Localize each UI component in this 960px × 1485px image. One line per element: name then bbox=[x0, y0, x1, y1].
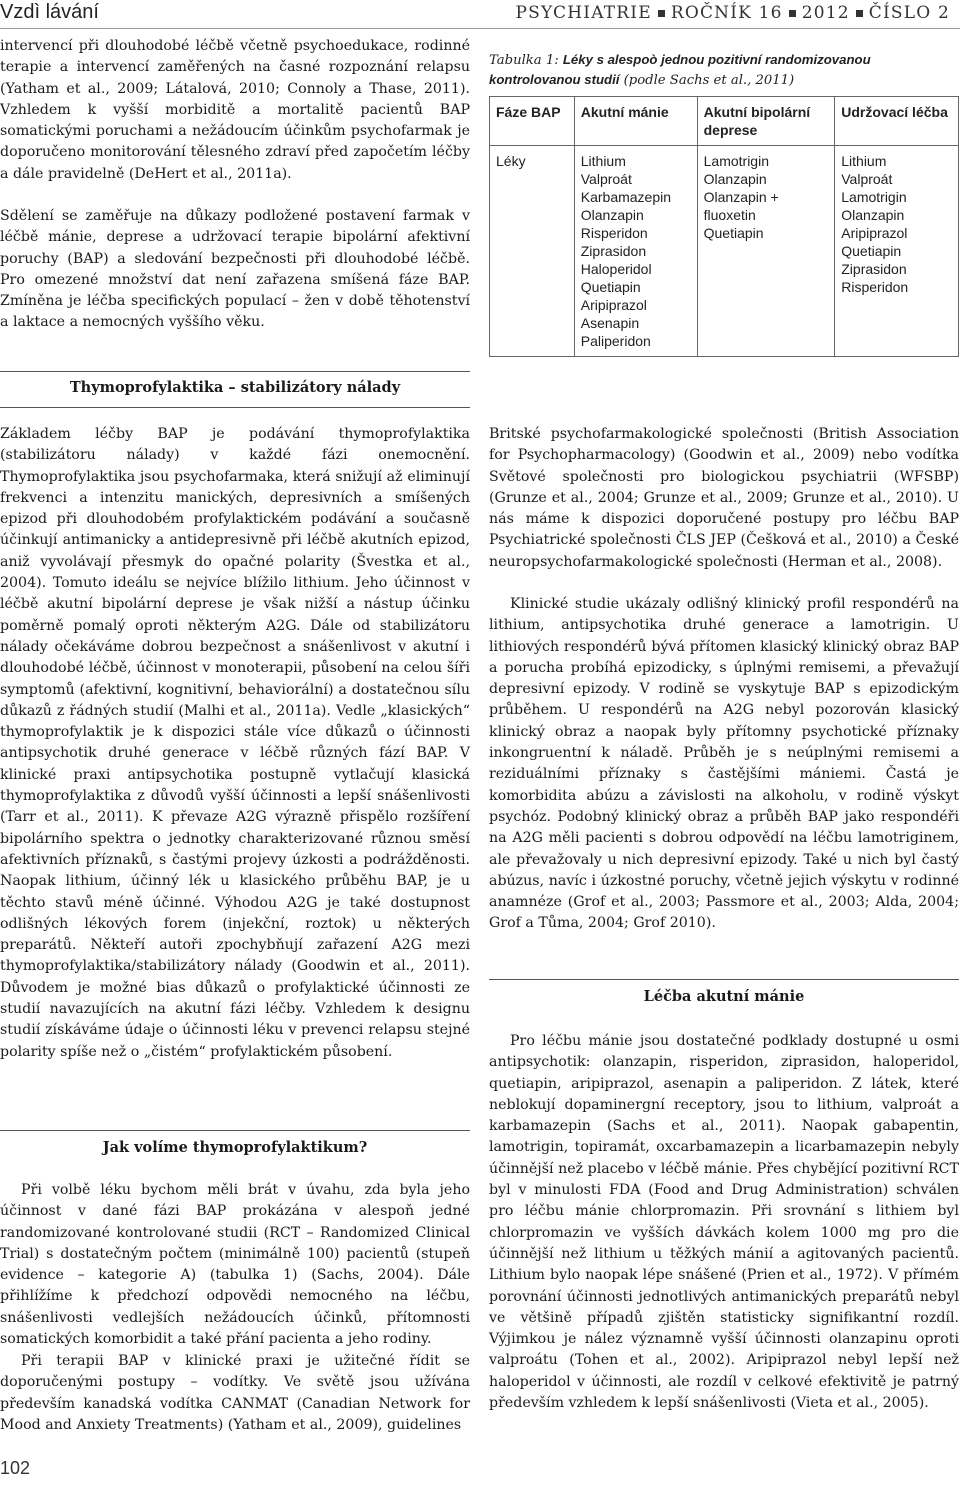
year: 2012 bbox=[801, 3, 850, 23]
drug-item: Olanzapin + bbox=[703, 189, 779, 205]
separator-square-icon bbox=[789, 10, 796, 17]
drug-item: Valproát bbox=[841, 171, 893, 187]
drug-item: Aripiprazol bbox=[580, 297, 647, 313]
drug-item: Ziprasidon bbox=[841, 261, 907, 277]
separator-square-icon bbox=[856, 10, 863, 17]
drug-item: Quetiapin bbox=[841, 243, 902, 259]
drug-item: Olanzapin bbox=[580, 207, 644, 223]
drug-item: Lamotrigin bbox=[703, 153, 769, 169]
drug-table bbox=[489, 96, 959, 357]
body-paragraph-right-2: Klinické studie ukázaly odlišný klinický profil respondérů na lithium, antipsychotika druhé generace a lamotrigin. U lithiových respondérů bývá přítomen klasický klinický obraz BAP a porucha probíhá epizodicky, s úplnými remisemi, a převažují depresivní epizody. V rodině se vyskytuje BAP s epizodickým průběhem. U respondérů na A2G nebyl pozorován klasický klinický obraz a naopak byly přítomny psychotické příznaky inkongruentní k náladě. Průběh je s neúplnými remisemi a reziduálními příznaky s častějšími mániemi. Častá je komorbidita abúzu a závislosti na alkoholu, v rodině výskyt psychóz. Podobný klinický obraz a průběh BAP jako respondéři na A2G měli pacienti s dobrou odpovědí na léčbu lamotriginem, ale převažovaly u nich depresivní epizody. Také u nich byl častý abúzus, navíc i úzkostné poruchy, včetně jejich výskytu v rodinné anamnéze (Grof et al., 2003; Passmore et al., 2003; Alda, 2004; Grof a Tůma, 2004; Grof 2010). bbox=[489, 596, 959, 932]
drug-item: Lithium bbox=[841, 153, 887, 169]
drug-item: Quetiapin bbox=[580, 279, 641, 295]
subsection-rule bbox=[0, 1130, 470, 1131]
journal-name: PSYCHIATRIE bbox=[515, 3, 652, 23]
drug-item: Lamotrigin bbox=[841, 189, 907, 205]
subsection-heading-acute-mania: Léčba akutní mánie bbox=[643, 988, 805, 1005]
page-number: 102 bbox=[0, 1458, 31, 1478]
subsection-heading-choosing: Jak volíme thymoprofylaktikum? bbox=[102, 1139, 368, 1156]
drug-item: Asenapin bbox=[580, 315, 640, 331]
drug-item: Risperidon bbox=[580, 225, 648, 241]
drug-item: Lithium bbox=[580, 153, 626, 169]
drug-item: Quetiapin bbox=[703, 225, 764, 241]
drug-item: Olanzapin bbox=[841, 207, 905, 223]
mania-drugs bbox=[574, 146, 697, 357]
drug-item: Risperidon bbox=[841, 279, 909, 295]
header-cell-depression: Akutní bipolární deprese bbox=[697, 97, 835, 146]
body-paragraph-right-3: Pro léčbu mánie jsou dostatečné podklady dostupné u osmi antipsychotik: olanzapin, risperidon, ziprasidon, haloperidol, quetiapin, aripiprazol, asenapin a paliperidon. Z látek, které neblokují dopaminergní receptory, jsou to lithium, valproát a karbamazepin (Sachs et al., 2011). Naopak gabapentin, lamotrigin, topiramát, oxcarbamazepin a licarbamazepin nebyly účinnější než placebo v léčbě mánie. Přes chybějící pozitivní RCT byl v minulosti FDA (Food and Drug Administration) schválen pro léčbu mánie chlorpromazin. Při srovnání s lithiem byl chlorpromazin ve vyšších dávkách kolem 1000 mg pro die účinnější než lithium u těžkých mánií a agitovaných pacientů. Lithium bylo naopak lépe snášené (Prien et al., 1972). V přímém porovnání účinnosti jednotlivých antimanických preparátů nebyl ve většině případů zjištěn statisticky signifikantní rozdíl. Výjimkou je nález významně vyšší účinnosti olanzapinu oproti valproátu (Tohen et al., 2002). Aripiprazol nebyl lepší než haloperidol v účinnosti, ale rozdíl v celkové efektivitě je patrný především vzhledem k lepší snášenlivosti (Vieta et al., 2005). bbox=[489, 1033, 959, 1412]
drug-item: Aripiprazol bbox=[841, 225, 908, 241]
body-paragraph-right-1: Britské psychofarmakologické společnosti (British Association for Psychopharmacology) (Goodwin et al., 2009) nebo vodítka Světové společnosti pro biologickou psychiatrii (WFSBP) (Grunze et al., 2004; Grunze et al., 2009; Grunze et al., 2010). U nás máme k dispozici doporučené postupy pro léčbu BAP Psychiatrické společnosti ČLS JEP (Češková et al., 2010) a České neuropsychofarmakologické společnosti (Herman et al., 2008). bbox=[489, 426, 959, 570]
drug-item: fluoxetin bbox=[703, 207, 756, 223]
section-rule-top bbox=[0, 371, 470, 372]
maintenance-drugs bbox=[835, 146, 959, 357]
section-heading-thymoprophylactics: Thymoprofylaktika – stabilizátory nálady bbox=[69, 379, 401, 396]
table-caption-title: Léky s alespoò jednou pozitivní randomizovanou kontrolovanou studií bbox=[489, 52, 871, 87]
row-label: Léky bbox=[490, 146, 575, 357]
drug-item: Haloperidol bbox=[580, 261, 652, 277]
intro-paragraph-2: Sdělení se zaměřuje na důkazy podložené postavení farmak v léčbě mánie, deprese a udržovací terapie bipolární afektivní poruchy (BAP) a sledování bezpečnosti při dlouhodobé léčbě. Pro omezené množství dat není zařazena smíšená fáze BAP. Zmíněna je léčba specifických populací – žen v době těhotenství a laktace a nemocných vyššího věku. bbox=[0, 208, 470, 331]
header-cell-mania: Akutní mánie bbox=[574, 97, 697, 146]
body-paragraph-left-3: Při terapii BAP v klinické praxi je užitečné řídit se doporučenými postupy – vodítky. Ve světě jsou užívána především kanadská vodítka CANMAT (Canadian Network for Mood and Anxiety Treatments) (Yatham et al., 2009), guidelines bbox=[0, 1353, 470, 1433]
subsection-rule bbox=[489, 979, 959, 980]
drug-item: Karbamazepin bbox=[580, 189, 672, 205]
separator-square-icon bbox=[658, 10, 665, 17]
drug-item: Ziprasidon bbox=[580, 243, 647, 259]
table-row bbox=[490, 146, 959, 357]
volume: ROČNÍK 16 bbox=[670, 3, 783, 23]
depression-drugs bbox=[697, 146, 835, 357]
journal-header bbox=[515, 2, 950, 24]
section-rule-bottom bbox=[0, 407, 470, 408]
header-divider bbox=[0, 28, 960, 29]
intro-paragraph-1: intervencí při dlouhodobé léčbě včetně psychoedukace, rodinné terapie a intervencí zaměřených na časné rozpoznání relapsu (Yatham et al., 2009; Látalová, 2010; Connoly a Thase, 2011). Vzhledem k vyšší morbiditě a mortalitě pacientů BAP somatickými poruchami a nežádoucím účinkům psychofarmak je doporučeno monitorování tělesného zdraví před započetím léčby a dále pravidelně (DeHert et al., 2011a). bbox=[0, 38, 470, 182]
drug-item: Olanzapin bbox=[703, 171, 767, 187]
header-cell-phase: Fáze BAP bbox=[490, 97, 575, 146]
drug-item: Valproát bbox=[580, 171, 632, 187]
body-paragraph-left-1: Základem léčby BAP je podávání thymoprofylaktika (stabilizátoru nálady) v každé fázi onemocnění. Thymoprofylaktika jsou psychofarmaka, která snižují až eliminují frekvenci a intenzitu manických, depresivních a smíšených epizod při dlouhodobém profylaktickém podávání a současně účinkují antimanicky a antidepresivně při léčbě akutních epizod, aniž vyvolávají přesmyk do opačné polarity (Švestka et al., 2004). Tomuto ideálu se nejvíce blížilo lithium. Jeho účinnost v léčbě akutní bipolární deprese je však nižší a nástup účinku poměrně pomalý oproti některým A2G. Dále od stabilizátoru nálady očekáváme dobrou bezpečnost a snášenlivost v akutní i dlouhodobé léčbě, účinnost v monoterapii, působení na celou šíři symptomů (afektivní, kognitivní, behaviorální) a dostatečnou sílu důkazů z řádných studií (Malhi et al., 2011a). Vedle „klasických“ thymoprofylaktik je k dispozici stále více důkazů o účinnosti antipsychotik druhé generace v léčbě různých fází BAP. V klinické praxi antipsychotika postupně vytlačují klasická thymoprofylaktika z důvodů vyšší účinnosti a lepší snášenlivosti (Tarr et al., 2011). K převaze A2G výrazně přispělo rozšíření bipolárního spektra o jednotky charakterizované různou směsí afektivních příznaků, s častými projevy úzkosti a podrážděnosti. Naopak lithium, účinný lék u klasického průběhu BAP, je u těchto stavů méně účinné. Výhodou A2G je také dostupnost odlišných lékových forem (injekční, roztok) u některých preparátů. Někteří autoři zpochybňují zařazení A2G mezi thymoprofylaktika/stabilizátory nálady (Goodwin et al., 2011). Důvodem je možné bias důkazů o profylaktické účinnosti ze studií navazujících na akutní fázi léčby. Vzhledem k designu studií získáváme údaje o účinnosti léku v prevenci relapsu stejné polarity spíše než o „čistém“ profylaktickém působení. bbox=[0, 426, 470, 1060]
table-caption-prefix: Tabulka 1: bbox=[489, 53, 559, 68]
body-paragraph-left-2: Při volbě léku bychom měli brát v úvahu, zda byla jeho účinnost v dané fázi BAP prokázána v alespoň jedné randomizované kontrolované studii (RCT – Randomized Clinical Trial) s dostatečným počtem (minimálně 100) pacientů (stupeň evidence – kategorie A) (tabulka 1) (Sachs, 2004). Dále přihlížíme k předchozí odpovědi nemocného na léčbu, snášenlivosti vedlejších nežádoucích účinků, přítomnosti somatických komorbidit a také přání pacienta a jeho rodiny. bbox=[0, 1182, 470, 1348]
drug-item: Paliperidon bbox=[580, 333, 651, 349]
table-header-row bbox=[490, 97, 959, 146]
issue: ČÍSLO 2 bbox=[868, 3, 950, 23]
header-cell-maintenance: Udržovací léčba bbox=[835, 97, 959, 146]
table-caption bbox=[489, 50, 959, 90]
table-caption-source: (podle Sachs et al., 2011) bbox=[623, 73, 795, 88]
section-label: Vzdì lávání bbox=[0, 1, 99, 23]
